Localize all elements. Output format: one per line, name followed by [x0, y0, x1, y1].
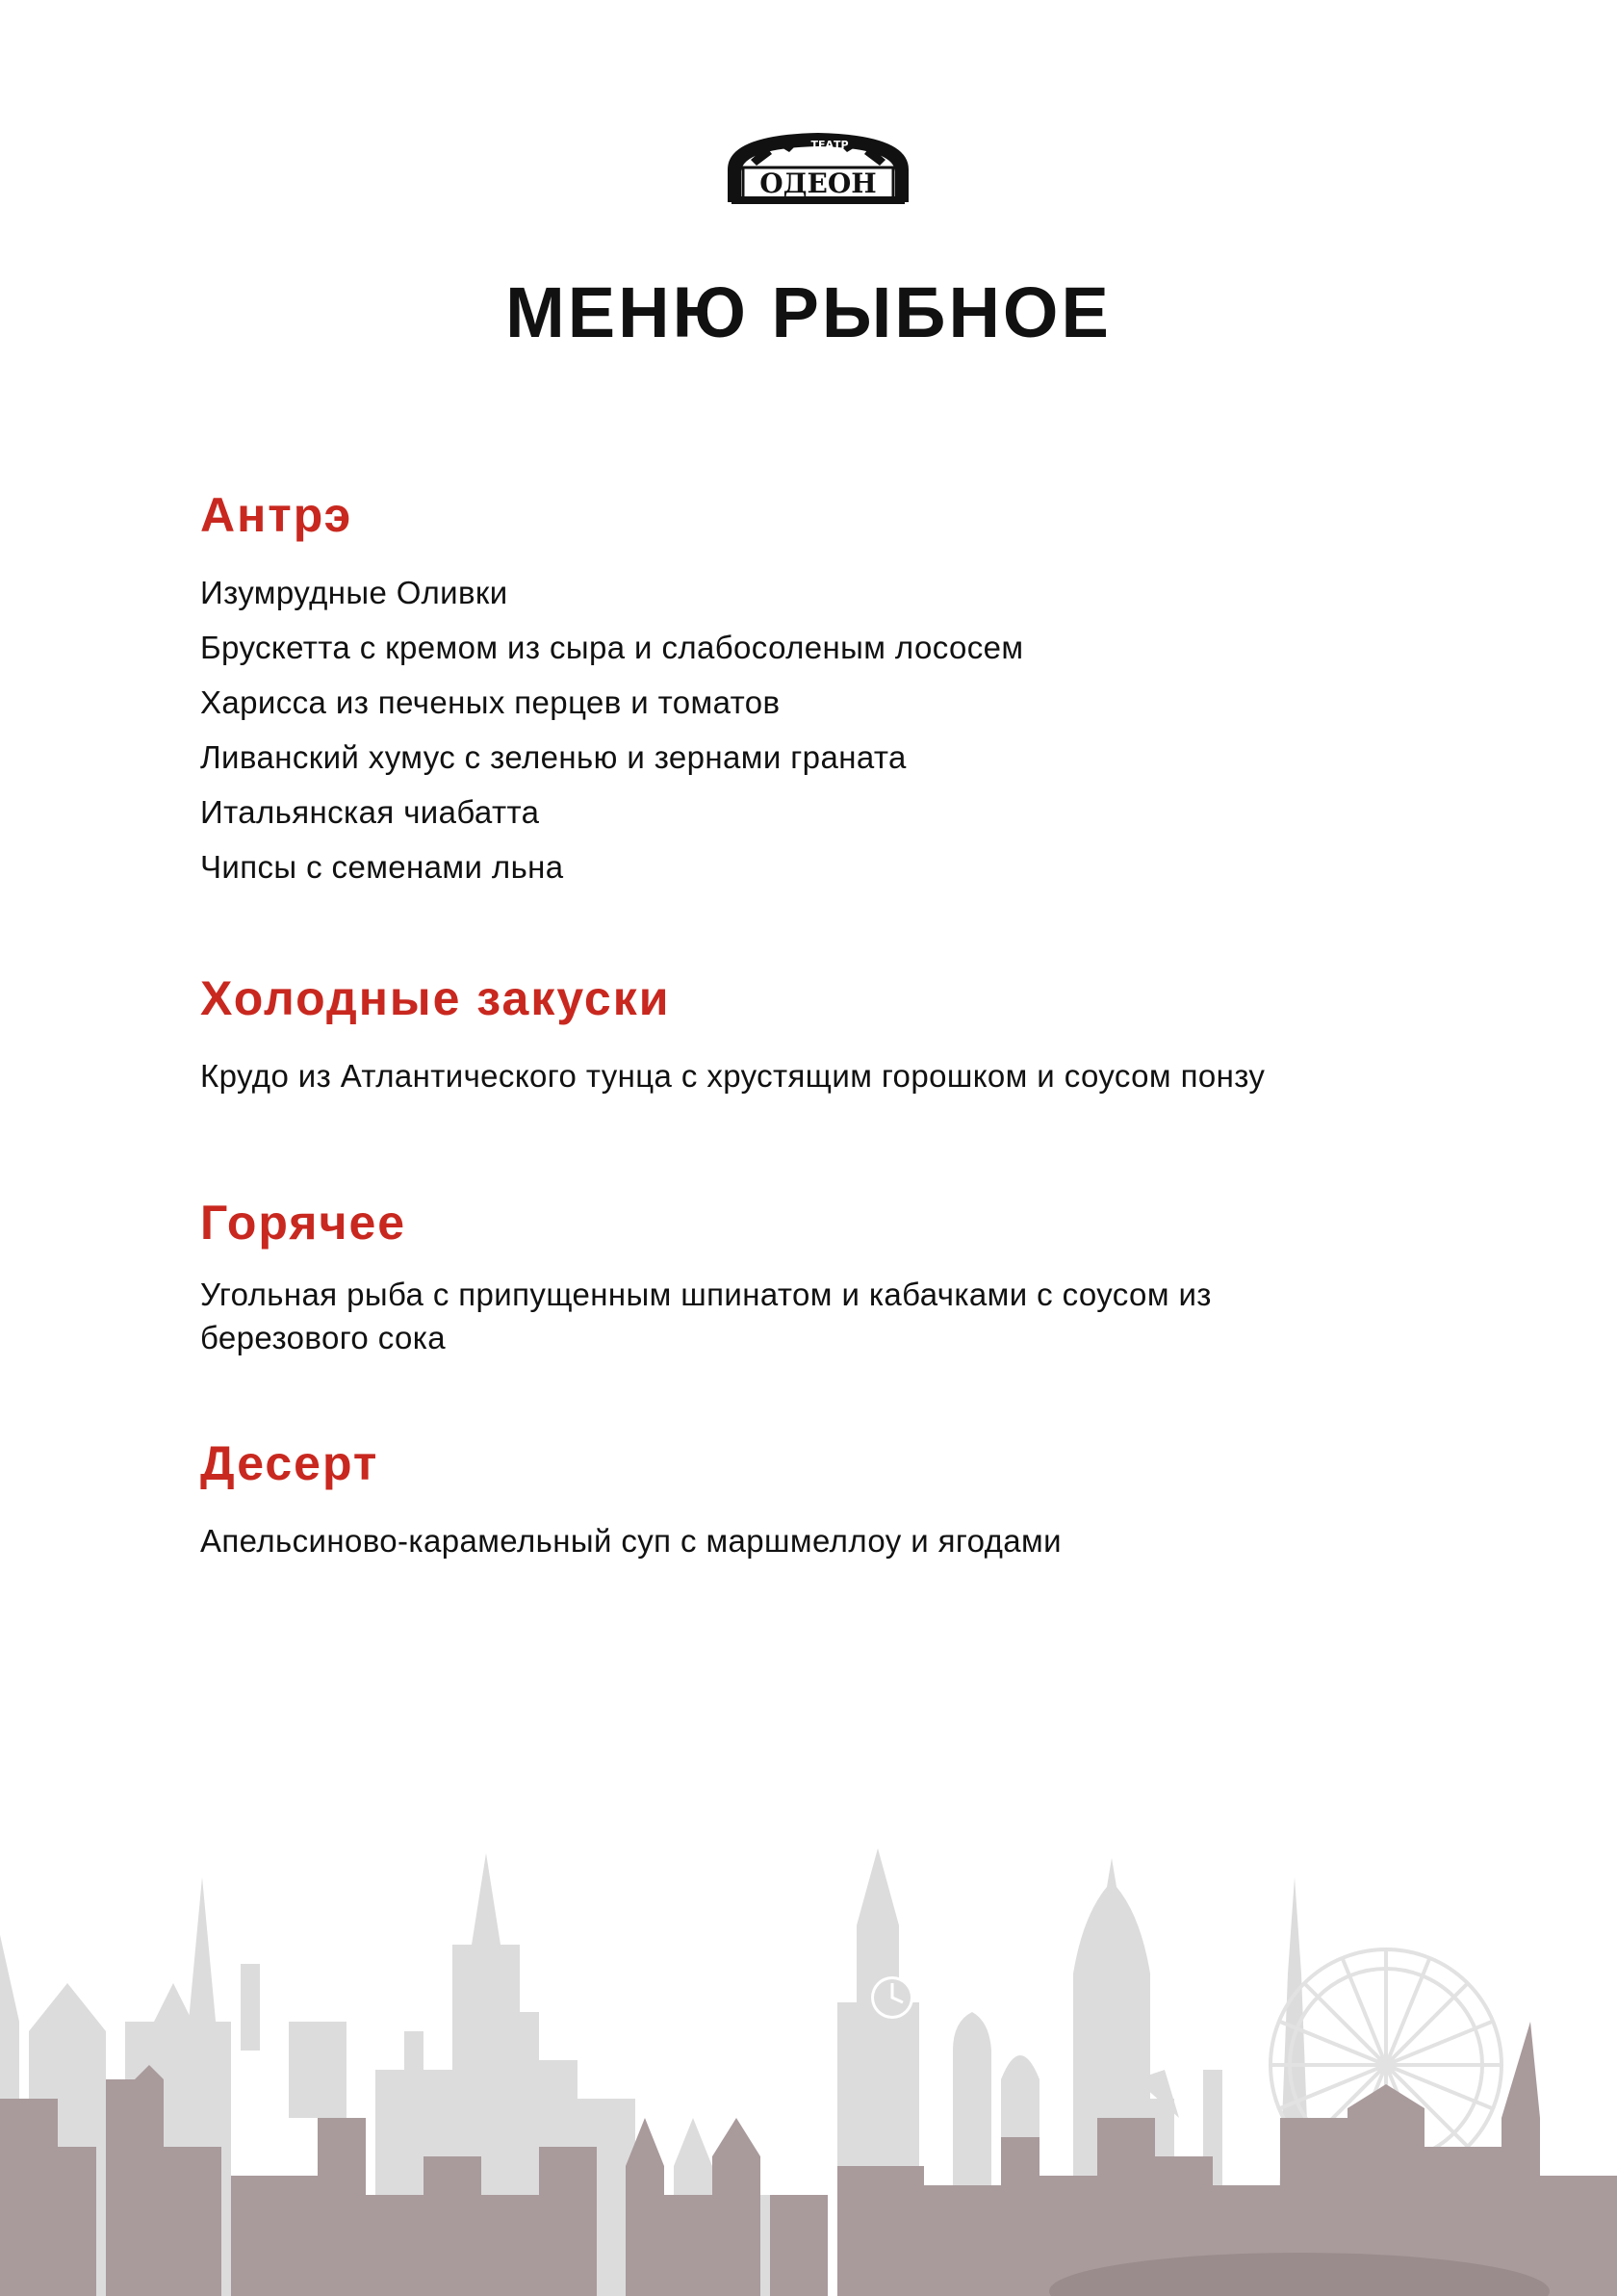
dish-item: Итальянская чиабатта: [200, 794, 540, 830]
section-cold-starters: [200, 969, 1451, 1103]
section-hot: [200, 1194, 1451, 1359]
dish-item: Ливанский хумус с зеленью и зернами граната: [200, 739, 907, 775]
logo-name: ОДЕОН: [759, 168, 877, 199]
odeon-logo-emblem: [722, 125, 914, 210]
section-antre: [200, 486, 1451, 894]
dish-list: [200, 1048, 1451, 1103]
dish-list: [200, 1273, 1451, 1359]
dish-list: [200, 565, 1451, 894]
moscow-skyline-illustration: [0, 1829, 1617, 2296]
dish-item: Чипсы с семенами льна: [200, 849, 564, 885]
section-heading: Антрэ: [200, 488, 353, 542]
section-dessert: [200, 1434, 1451, 1568]
dish-item: Апельсиново-карамельный суп с маршмеллоу и ягодами: [200, 1523, 1062, 1559]
dish-item: Брускетта с кремом из сыра и слабосоленым лососем: [200, 630, 1024, 665]
dish-list: [200, 1513, 1451, 1568]
page-title: МЕНЮ РЫБНОЕ: [505, 272, 1112, 352]
dish-item: Изумрудные Оливки: [200, 575, 508, 610]
dish-item: Харисса из печеных перцев и томатов: [200, 684, 781, 720]
section-heading: Горячее: [200, 1196, 407, 1250]
section-heading: Десерт: [200, 1436, 379, 1490]
section-heading: Холодные закуски: [200, 971, 671, 1025]
logo-top-text: ТЕАТР: [810, 139, 849, 151]
dish-item: Крудо из Атлантического тунца с хрустящим горошком и соусом понзу: [200, 1058, 1266, 1094]
theater-logo: [722, 125, 914, 210]
dish-item: Угольная рыба с припущенным шпинатом и кабачками с соусом из березового сока: [200, 1277, 1212, 1355]
